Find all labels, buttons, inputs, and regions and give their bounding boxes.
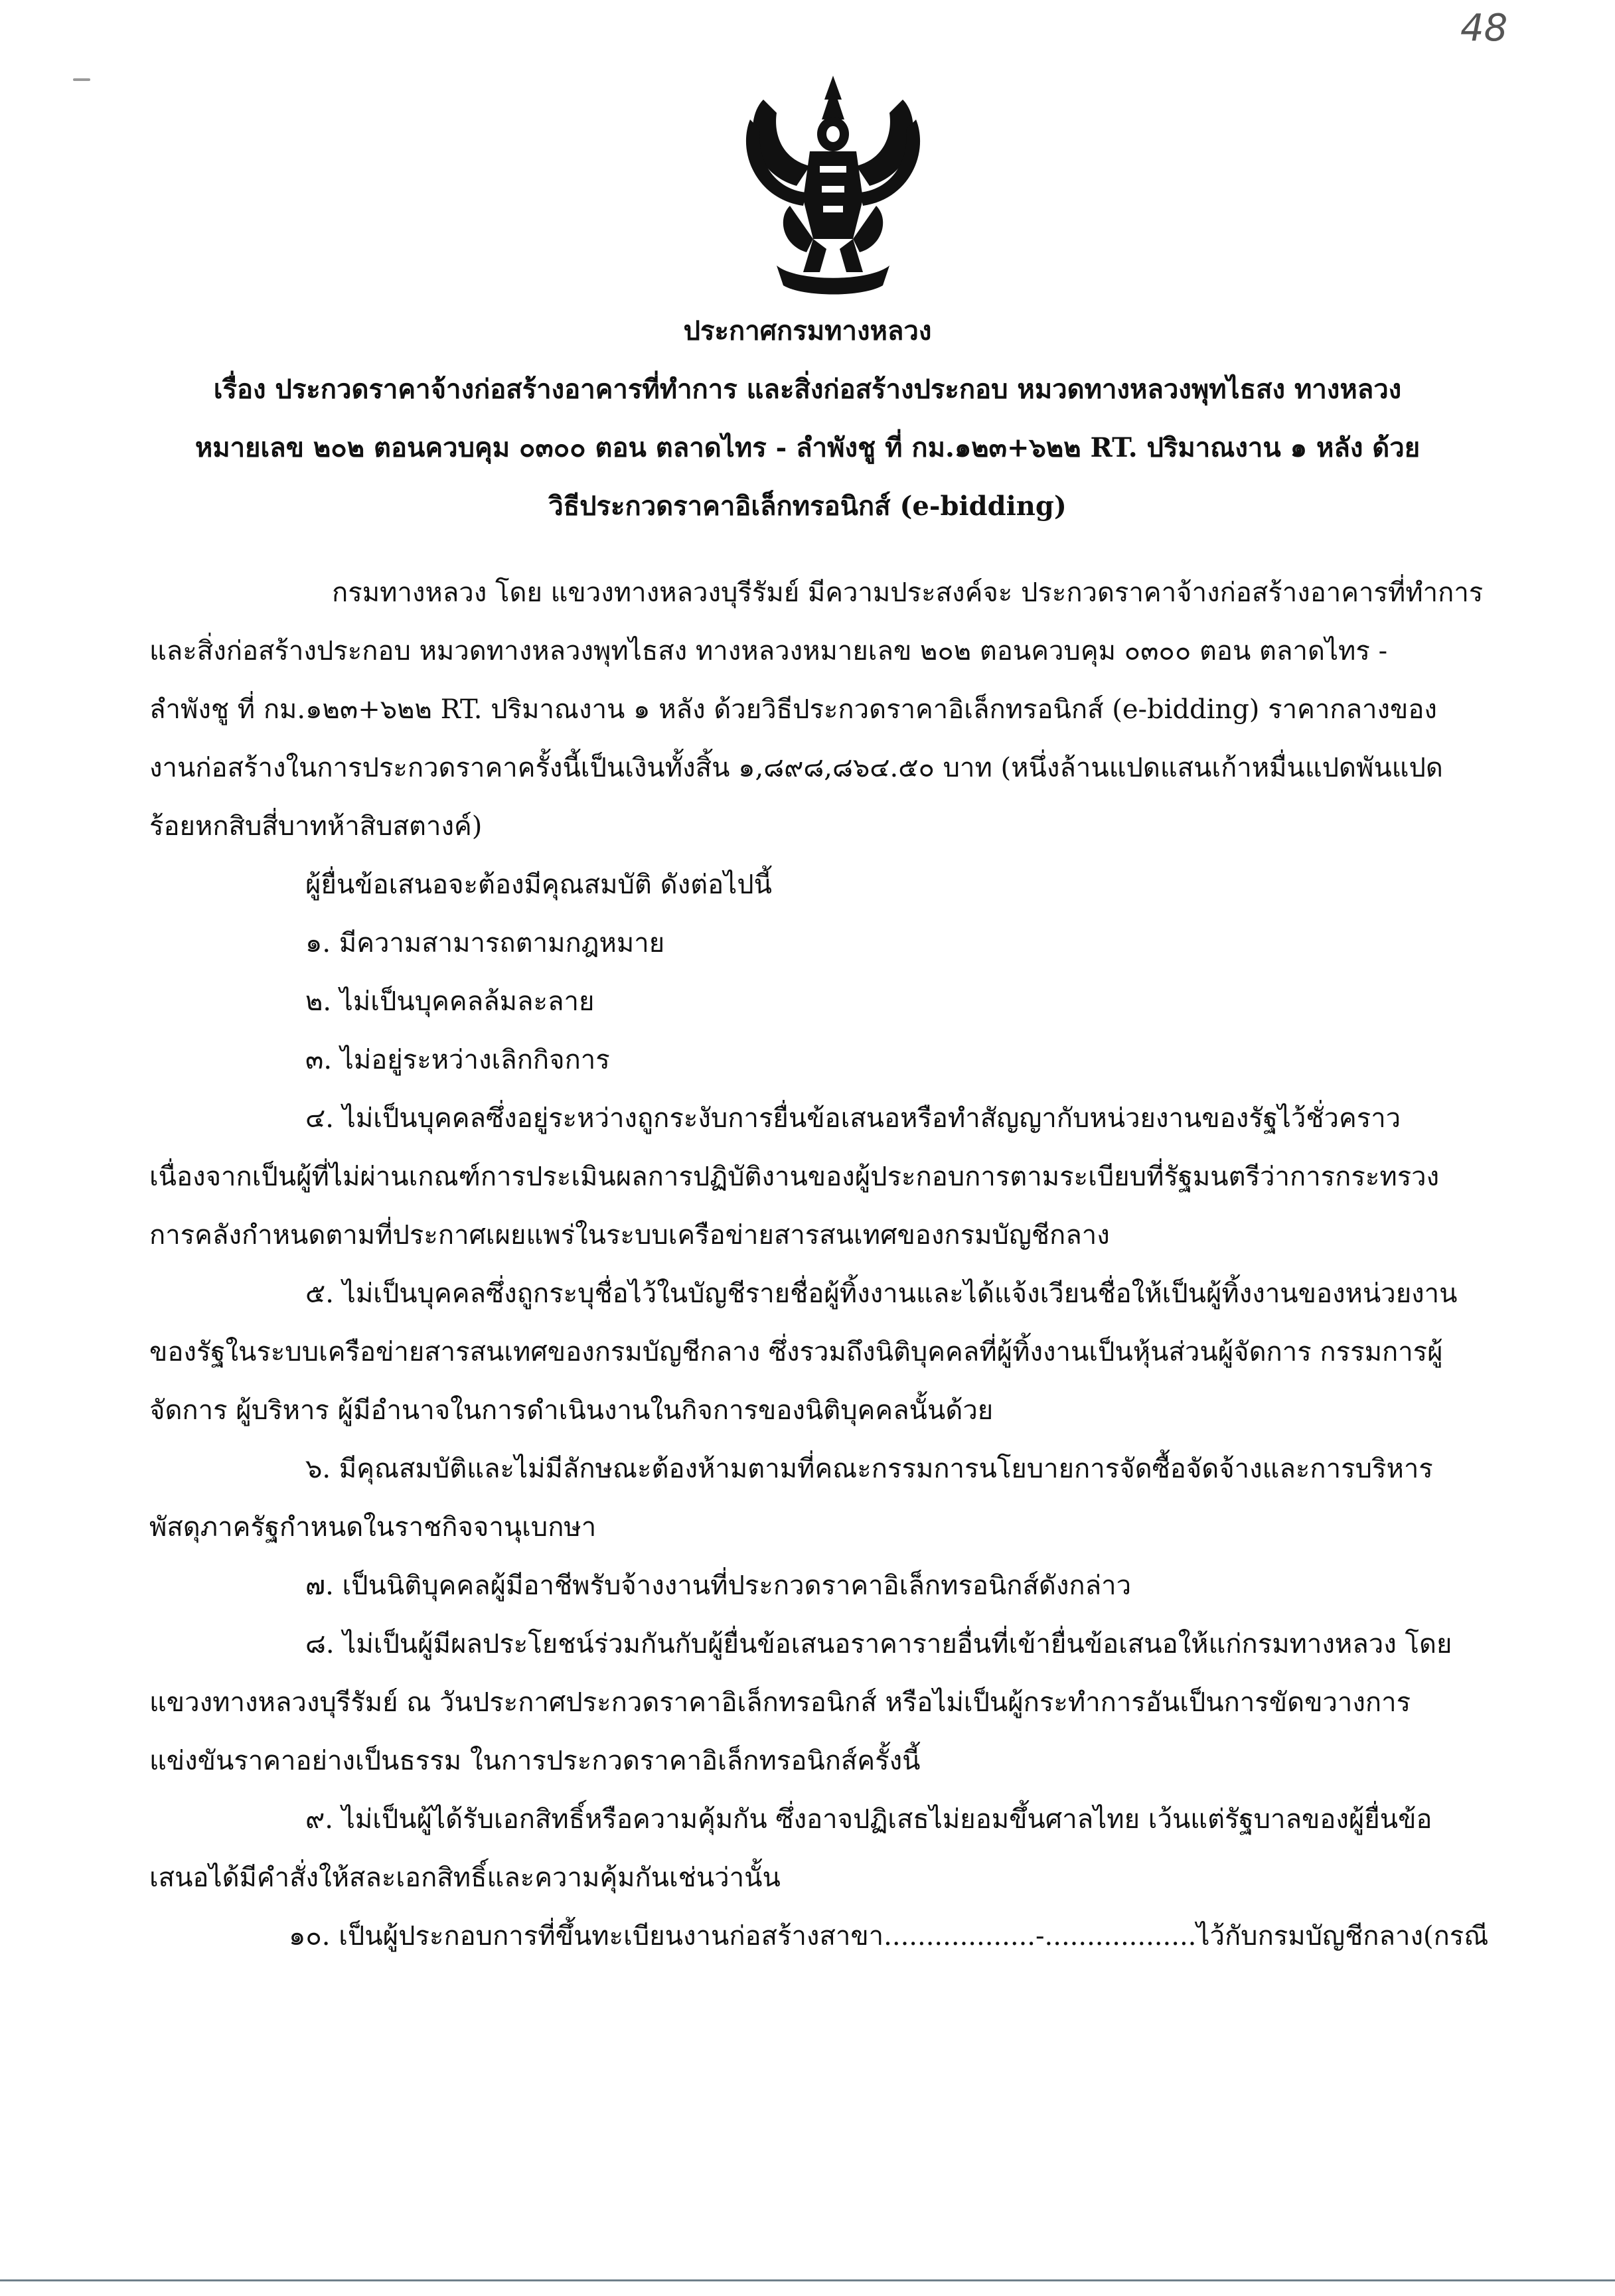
paragraph-line: การคลังกำหนดตามที่ประกาศเผยแพร่ในระบบเครือข่ายสารสนเทศของกรมบัญชีกลาง: [149, 1220, 1110, 1251]
scan-mark: [73, 78, 90, 81]
paragraph-line: แขวงทางหลวงบุรีรัมย์ ณ วันประกาศประกวดราคาอิเล็กทรอนิกส์ หรือไม่เป็นผู้กระทำการอันเป็นการขัดขวางการ: [149, 1687, 1411, 1718]
page-bottom-rule: [0, 2279, 1615, 2281]
list-item: ๔. ไม่เป็นบุคคลซึ่งอยู่ระหว่างถูกระงับการยื่นข้อเสนอหรือทำสัญญากับหน่วยงานของรัฐไว้ชั่วคราว: [305, 1103, 1401, 1134]
document-title: ประกาศกรมทางหลวง: [683, 315, 932, 346]
list-item: ๖. มีคุณสมบัติและไม่มีลักษณะต้องห้ามตามที่คณะกรรมการนโยบายการจัดซื้อจัดจ้างและการบริหาร: [305, 1454, 1433, 1484]
paragraph-line: จัดการ ผู้บริหาร ผู้มีอำนาจในการดำเนินงานในกิจการของนิติบุคคลนั้นด้วย: [149, 1395, 994, 1426]
paragraph-line: แข่งขันราคาอย่างเป็นธรรม ในการประกวดราคาอิเล็กทรอนิกส์ครั้งนี้: [149, 1746, 921, 1776]
subject-line: เรื่อง ประกวดราคาจ้างก่อสร้างอาคารที่ทำการ และสิ่งก่อสร้างประกอบ หมวดทางหลวงพุทไธสง ทางหลวง: [213, 374, 1402, 405]
list-item: ๑๐. เป็นผู้ประกอบการที่ขึ้นทะเบียนงานก่อสร้างสาขา..................-..................ไว้กับกรมบัญชีกลาง(กรณี: [289, 1921, 1489, 1952]
paragraph-line: ของรัฐในระบบเครือข่ายสารสนเทศของกรมบัญชีกลาง ซึ่งรวมถึงนิติบุคคลที่ผู้ทิ้งงานเป็นหุ้นส่วนผู้จัดการ กรรมการผู้: [149, 1337, 1443, 1367]
paragraph-line: ลำพังชู ที่ กม.๑๒๓+๖๒๒ RT. ปริมาณงาน ๑ หลัง ด้วยวิธีประกวดราคาอิเล็กทรอนิกส์ (e-bidding) ราคากลางของ: [149, 694, 1437, 725]
paragraph-line: งานก่อสร้างในการประกวดราคาครั้งนี้เป็นเงินทั้งสิ้น ๑,๘๙๘,๘๖๔.๕๐ บาท (หนึ่งล้านแปดแสนเก้าหมื่นแปดพันแปด: [149, 753, 1443, 783]
list-item: ๗. เป็นนิติบุคคลผู้มีอาชีพรับจ้างงานที่ประกวดราคาอิเล็กทรอนิกส์ดังกล่าว: [305, 1570, 1132, 1601]
paragraph-line: ผู้ยื่นข้อเสนอจะต้องมีคุณสมบัติ ดังต่อไปนี้: [305, 870, 772, 900]
list-item: ๑. มีความสามารถตามกฎหมาย: [305, 928, 665, 958]
list-item: ๒. ไม่เป็นบุคคลล้มละลาย: [305, 986, 595, 1017]
list-item: ๘. ไม่เป็นผู้มีผลประโยชน์ร่วมกันกับผู้ยื่นข้อเสนอราคารายอื่นที่เข้ายื่นข้อเสนอให้แก่กรมทางหลวง โดย: [305, 1629, 1452, 1659]
subject-line: หมายเลข ๒๐๒ ตอนควบคุม ๐๓๐๐ ตอน ตลาดไทร - ลำพังชู ที่ กม.๑๒๓+๖๒๒ RT. ปริมาณงาน ๑ หลัง ด้วย: [194, 432, 1421, 463]
paragraph-line: เสนอได้มีคำสั่งให้สละเอกสิทธิ์และความคุ้มกันเช่นว่านั้น: [149, 1863, 781, 1893]
paragraph-line: กรมทางหลวง โดย แขวงทางหลวงบุรีรัมย์ มีความประสงค์จะ ประกวดราคาจ้างก่อสร้างอาคารที่ทำการ: [332, 577, 1484, 608]
paragraph-line: พัสดุภาครัฐกำหนดในราชกิจจานุเบกษา: [149, 1512, 597, 1543]
paragraph-line: ร้อยหกสิบสี่บาทห้าสิบสตางค์): [149, 811, 483, 842]
document-heading: [0, 302, 1615, 536]
garuda-emblem-icon: [737, 73, 929, 299]
page-number: 48: [1460, 7, 1508, 50]
paragraph-line: และสิ่งก่อสร้างประกอบ หมวดทางหลวงพุทไธสง ทางหลวงหมายเลข ๒๐๒ ตอนควบคุม ๐๓๐๐ ตอน ตลาดไทร -: [149, 636, 1388, 666]
paragraph-line: เนื่องจากเป็นผู้ที่ไม่ผ่านเกณฑ์การประเมินผลการปฏิบัติงานของผู้ประกอบการตามระเบียบที่รัฐมนตรีว่าการกระทรวง: [149, 1162, 1440, 1192]
list-item: ๕. ไม่เป็นบุคคลซึ่งถูกระบุชื่อไว้ในบัญชีรายชื่อผู้ทิ้งงานและได้แจ้งเวียนชื่อให้เป็นผู้ทิ้งงานของหน่วยงาน: [305, 1278, 1458, 1309]
list-item: ๓. ไม่อยู่ระหว่างเลิกกิจการ: [305, 1045, 610, 1075]
subject-line: วิธีประกวดราคาอิเล็กทรอนิกส์ (e-bidding): [548, 491, 1067, 522]
list-item: ๙. ไม่เป็นผู้ได้รับเอกสิทธิ์หรือความคุ้มกัน ซึ่งอาจปฏิเสธไม่ยอมขึ้นศาลไทย เว้นแต่รัฐบาลของผู้ยื่นข้อ: [305, 1804, 1432, 1835]
